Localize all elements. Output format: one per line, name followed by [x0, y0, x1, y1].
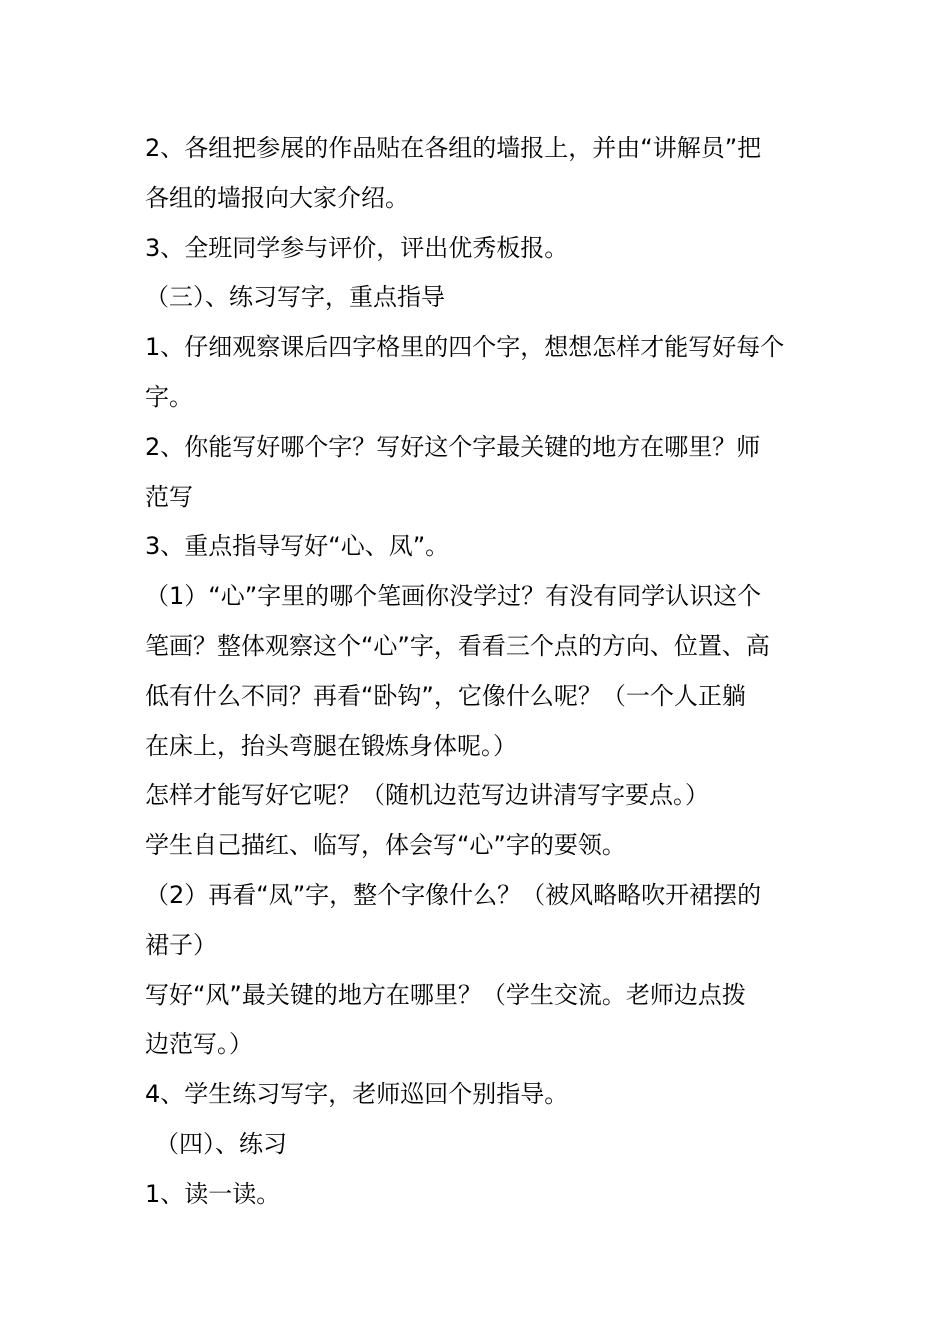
text-line: 1、仔细观察课后四字格里的四个字，想想怎样才能写好每个 [145, 333, 785, 362]
text-line: 1、读一读。 [145, 1179, 281, 1208]
text-line: 学生自己描红、临写，体会写“心”字的要领。 [145, 831, 626, 860]
text-line: 低有什么不同？再看“卧钩”，它像什么呢？（一个人正躺 [145, 681, 746, 710]
text-line: 4、学生练习写字，老师巡回个别指导。 [145, 1080, 569, 1109]
document-page [145, 124, 815, 1220]
text-line: 2、各组把参展的作品贴在各组的墙报上，并由“讲解员”把 [145, 134, 762, 162]
text-line: 字。 [145, 382, 193, 411]
text-line: 在床上，抬头弯腿在锻炼身体呢。） [145, 731, 517, 760]
section-heading: （四）、练习 [155, 1129, 287, 1158]
text-line: 3、重点指导写好“心、凤”。 [145, 532, 450, 561]
text-line: 3、全班同学参与评价，评出优秀板报。 [145, 233, 569, 262]
text-line: （1）“心”字里的哪个笔画你没学过？有没有同学认识这个 [145, 582, 762, 611]
text-line: 怎样才能写好它呢？（随机边范写边讲清写字要点。） [145, 781, 709, 810]
text-line: 裙子） [145, 930, 217, 959]
text-line: 边范写。） [145, 1030, 253, 1059]
text-line: 各组的墙报向大家介绍。 [145, 183, 409, 212]
text-line: 2、你能写好哪个字？写好这个字最关键的地方在哪里？师 [145, 432, 761, 461]
section-heading: （三）、练习写字，重点指导 [145, 283, 445, 312]
text-line: 写好“风”最关键的地方在哪里？（学生交流。老师边点拨 [145, 980, 746, 1009]
text-line: 范写 [145, 482, 193, 511]
text-line: （2）再看“凤”字，整个字像什么？（被风略略吹开裙摆的 [145, 880, 762, 909]
text-line: 笔画？整体观察这个“心”字，看看三个点的方向、位置、高 [145, 631, 770, 660]
